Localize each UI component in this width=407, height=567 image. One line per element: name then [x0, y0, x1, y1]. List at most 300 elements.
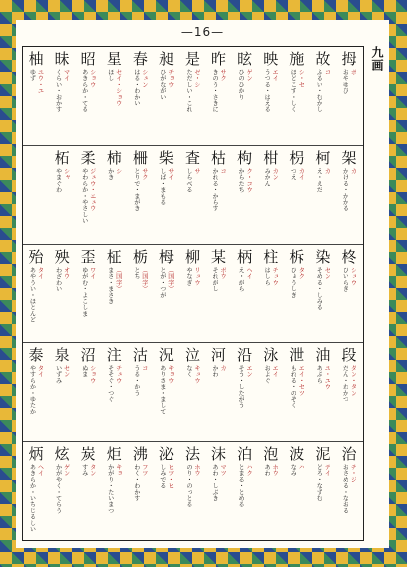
kanji-entry	[336, 47, 362, 145]
kanji-readings	[286, 267, 308, 340]
on-reading: ダン・タン	[349, 365, 357, 397]
kun-reading: あきらか・いちじるしい	[28, 463, 36, 532]
kanji-readings	[234, 69, 256, 143]
kun-reading: そそぐ・つぐ	[106, 365, 114, 403]
kanji-character: 某	[211, 247, 227, 266]
on-reading: ホウ	[271, 463, 279, 476]
kanji-readings	[338, 69, 360, 143]
kanji-readings	[103, 267, 125, 340]
kanji-readings	[286, 168, 308, 241]
kanji-entry	[336, 245, 362, 342]
kanji-character: 沼	[80, 346, 96, 365]
on-reading: シュン	[140, 69, 148, 88]
kun-reading: あわ	[263, 463, 271, 476]
kanji-readings	[25, 365, 47, 438]
kun-reading: ひがながい	[158, 69, 166, 100]
kun-reading: それがし	[211, 266, 219, 292]
kanji-character: 炫	[54, 444, 70, 463]
kun-reading: とまる・とめる	[237, 463, 245, 507]
kun-reading: ひのひかり	[237, 69, 245, 100]
kun-reading: やなぎ	[184, 266, 192, 286]
kanji-readings	[181, 168, 203, 241]
on-reading: タン	[88, 463, 96, 476]
kanji-entry	[258, 343, 284, 440]
kanji-entry	[206, 146, 232, 243]
kanji-entry	[153, 245, 179, 342]
kanji-entry	[284, 245, 310, 342]
kanji-readings	[286, 69, 308, 143]
kanji-character: 炬	[106, 444, 122, 463]
on-reading: カ	[323, 168, 331, 175]
kanji-entry	[75, 47, 101, 145]
kanji-row	[23, 145, 363, 243]
kanji-readings	[25, 69, 47, 143]
on-reading: マツ	[219, 463, 227, 476]
kun-reading: ほし	[106, 69, 114, 82]
kanji-entry	[49, 47, 75, 145]
kanji-entry	[310, 47, 336, 145]
kanji-character: 昡	[237, 50, 253, 68]
kanji-character: 泌	[158, 444, 174, 463]
kanji-character: 泳	[263, 346, 279, 365]
on-reading: ク・コウ	[245, 168, 253, 194]
on-reading: （国字）	[166, 266, 174, 292]
kanji-readings	[260, 464, 282, 537]
kanji-row	[23, 47, 363, 145]
on-reading: ゲン	[245, 69, 253, 82]
kanji-character: 昨	[211, 50, 227, 68]
kanji-entry	[232, 245, 258, 342]
kanji-character: 殃	[54, 247, 70, 266]
kun-reading: しらべる	[184, 168, 192, 194]
kanji-character: 泄	[289, 346, 305, 365]
on-reading: ユウ・ユ	[36, 69, 44, 94]
kanji-readings	[208, 267, 230, 340]
on-reading: シ	[114, 168, 122, 175]
kun-reading: あやうい・ほとんど	[28, 266, 36, 323]
kun-reading: あきらか・てる	[80, 69, 88, 113]
kanji-readings	[129, 267, 151, 340]
kanji-entry	[127, 146, 153, 243]
kanji-entry	[336, 442, 362, 539]
stroke-count-heading: 九画	[370, 46, 384, 72]
on-reading: ヘイ	[245, 266, 253, 280]
kun-reading: つえ	[289, 168, 297, 181]
kanji-character: 法	[184, 444, 200, 463]
kanji-entry	[310, 146, 336, 243]
on-reading: コ	[323, 69, 331, 76]
kanji-readings	[181, 69, 203, 143]
kanji-readings	[77, 365, 99, 438]
kun-reading: そう・したがう	[237, 365, 245, 409]
kanji-entry	[153, 146, 179, 243]
kun-reading: かがやく・てらう	[54, 463, 62, 514]
kanji-character: 柚	[28, 50, 44, 68]
kun-reading: とりで・まがき	[132, 168, 140, 212]
kanji-entry	[101, 245, 127, 342]
kanji-character: 波	[289, 444, 305, 463]
kanji-character: 沽	[132, 346, 148, 365]
kun-reading: どろ・なずむ	[315, 463, 323, 501]
kanji-readings	[77, 464, 99, 537]
kanji-character: 柊	[341, 247, 357, 266]
kanji-readings	[77, 267, 99, 340]
on-reading: ゲン	[62, 463, 70, 476]
kanji-readings	[260, 365, 282, 438]
kanji-entry	[258, 442, 284, 539]
kanji-readings	[77, 168, 99, 241]
kanji-character: 沸	[132, 444, 148, 463]
kanji-readings	[129, 168, 151, 241]
kanji-readings	[338, 267, 360, 340]
on-reading: チョウ	[166, 69, 174, 88]
kanji-entry	[179, 146, 205, 243]
kanji-readings	[312, 267, 334, 340]
on-reading: コ	[140, 365, 148, 372]
kanji-entry	[232, 343, 258, 440]
on-reading: キョウ	[166, 365, 174, 384]
kanji-readings	[103, 365, 125, 438]
kun-reading: およぐ	[263, 365, 271, 384]
kanji-character: 枸	[237, 149, 253, 168]
kanji-readings	[338, 168, 360, 241]
kanji-entry	[23, 343, 49, 440]
on-reading: チュウ	[271, 266, 279, 286]
kun-reading: ぬま	[80, 365, 88, 378]
kun-reading: あぶら	[315, 365, 323, 384]
kanji-entry	[127, 47, 153, 145]
kanji-entry	[101, 442, 127, 539]
kanji-character: 昶	[158, 50, 174, 68]
kanji-entry	[49, 343, 75, 440]
kanji-readings	[208, 69, 230, 143]
on-reading: オウ	[62, 266, 70, 280]
on-reading: セン	[323, 266, 331, 280]
kanji-entry	[336, 343, 362, 440]
kanji-character: 春	[132, 50, 148, 68]
kanji-readings	[103, 464, 125, 537]
kanji-character: 柘	[54, 149, 70, 168]
kanji-character: 柿	[106, 149, 122, 168]
kun-reading: なみ	[289, 463, 297, 476]
kanji-character: 枯	[211, 149, 227, 168]
kun-reading: はしら	[263, 266, 271, 286]
kanji-entry	[23, 442, 49, 539]
kanji-character: 柳	[184, 247, 200, 266]
kun-reading: のり・のっとる	[184, 463, 192, 507]
on-reading: エイ	[271, 365, 279, 378]
kanji-readings	[155, 365, 177, 438]
on-reading: ユ・ユウ	[323, 365, 331, 390]
kanji-entry	[284, 343, 310, 440]
kanji-entry	[101, 146, 127, 243]
kanji-readings	[103, 69, 125, 143]
kanji-character: 施	[289, 50, 305, 68]
kanji-entry	[179, 343, 205, 440]
on-reading: ジュウ・ニュウ	[88, 168, 96, 212]
kanji-entry	[232, 442, 258, 539]
kun-reading: そめる・しみる	[315, 266, 323, 311]
kanji-character: 星	[106, 50, 122, 68]
kanji-entry	[336, 146, 362, 243]
page-number: —16—	[180, 25, 225, 39]
kanji-entry	[127, 245, 153, 342]
on-reading: サイ	[166, 168, 174, 181]
kanji-readings	[155, 464, 177, 537]
kanji-readings	[260, 267, 282, 340]
kanji-entry	[75, 245, 101, 342]
kanji-character: 柾	[106, 247, 122, 266]
kanji-entry	[179, 47, 205, 145]
kanji-entry	[23, 245, 49, 342]
kanji-character: 段	[341, 346, 357, 365]
kun-reading: ゆがむ・よこしま	[80, 266, 88, 317]
on-reading: シ・セ	[297, 69, 305, 88]
on-reading: （国字）	[140, 266, 148, 292]
on-reading: エイ・セツ	[297, 365, 305, 397]
kanji-entry	[101, 47, 127, 145]
kanji-readings	[51, 168, 73, 241]
on-reading: コ	[219, 168, 227, 175]
kanji-row	[23, 244, 363, 342]
kanji-readings	[129, 464, 151, 537]
kun-reading: いずみ	[54, 365, 62, 384]
kanji-readings	[25, 464, 47, 537]
kanji-entry	[127, 343, 153, 440]
on-reading: サク	[219, 69, 227, 82]
kanji-entry	[75, 442, 101, 539]
kanji-entry	[258, 47, 284, 145]
kun-reading: とが・つが	[158, 266, 166, 298]
kanji-readings	[286, 365, 308, 438]
on-reading: フツ	[140, 463, 148, 476]
kanji-character: 栃	[132, 247, 148, 266]
kanji-readings	[234, 464, 256, 537]
kun-reading: きのう・さきに	[211, 69, 219, 113]
kanji-readings	[155, 69, 177, 143]
kanji-readings	[234, 365, 256, 438]
kanji-readings	[155, 267, 177, 340]
kanji-entry	[75, 146, 101, 243]
kanji-entry	[310, 245, 336, 342]
kanji-grid	[22, 46, 364, 541]
kun-reading: なく	[184, 365, 192, 378]
kun-reading: え・がら	[237, 266, 245, 292]
kanji-character: 査	[184, 149, 200, 168]
kun-reading: おやゆび	[341, 69, 349, 94]
kanji-readings	[208, 464, 230, 537]
kanji-readings	[25, 267, 47, 340]
kun-reading: かれる・からす	[211, 168, 219, 212]
on-reading: チ・ジ	[349, 463, 357, 483]
kanji-entry	[284, 146, 310, 243]
kanji-entry	[284, 442, 310, 539]
kanji-readings	[338, 464, 360, 537]
kanji-character: 殆	[28, 247, 44, 266]
kun-reading: すみ	[80, 463, 88, 476]
kanji-readings	[181, 267, 203, 340]
kanji-character: 是	[184, 50, 200, 68]
kun-reading: はる・わかい	[132, 69, 140, 107]
kanji-character: 架	[341, 149, 357, 168]
kanji-entry	[179, 245, 205, 342]
kanji-character: 泊	[237, 444, 253, 463]
kun-reading: かわ	[211, 365, 219, 378]
kanji-character: 映	[263, 50, 279, 68]
kanji-character: 治	[341, 444, 357, 463]
on-reading: サク	[140, 168, 148, 181]
kanji-character: 故	[315, 50, 331, 68]
on-reading: マイ	[62, 69, 70, 82]
kanji-entry	[206, 442, 232, 539]
kanji-character: 柝	[289, 247, 305, 266]
on-reading: エン	[245, 365, 253, 378]
on-reading: チュウ	[114, 365, 122, 384]
on-reading: （国字）	[114, 266, 122, 292]
kanji-entry	[258, 146, 284, 243]
kanji-character: 油	[315, 346, 331, 365]
dictionary-page	[16, 20, 389, 548]
kun-reading: うつる・はえる	[263, 69, 271, 113]
kun-reading: みかん	[263, 168, 271, 187]
on-reading: キョ	[114, 463, 122, 476]
kanji-entry	[49, 245, 75, 342]
kanji-character: 泡	[263, 444, 279, 463]
kanji-entry	[153, 343, 179, 440]
kanji-entry	[49, 442, 75, 539]
kanji-readings	[234, 168, 256, 241]
kanji-entry	[206, 47, 232, 145]
on-reading: ハク	[245, 463, 253, 476]
kun-reading: ありさま・まして	[158, 365, 166, 415]
kanji-readings	[51, 267, 73, 340]
kanji-readings	[77, 69, 99, 143]
kun-reading: ふるい・むかし	[315, 69, 323, 113]
kanji-character: 枴	[289, 149, 305, 168]
kanji-entry	[206, 245, 232, 342]
kun-reading: まさ・まさき	[106, 266, 114, 304]
kanji-readings	[234, 267, 256, 340]
on-reading: ゼ・シ	[192, 69, 200, 88]
on-reading: シュウ	[349, 266, 357, 286]
kanji-readings	[51, 69, 73, 143]
on-reading: デイ	[323, 463, 331, 476]
kun-reading: しば・まもる	[158, 168, 166, 206]
kun-reading: わざわい	[54, 266, 62, 292]
kanji-readings	[260, 168, 282, 241]
on-reading: カイ	[297, 168, 305, 181]
on-reading: シャ	[62, 168, 70, 181]
kanji-entry	[75, 343, 101, 440]
kanji-character: 柱	[263, 247, 279, 266]
kanji-entry	[153, 47, 179, 145]
kanji-readings	[312, 168, 334, 241]
on-reading: ショウ	[88, 365, 96, 384]
on-reading: タイ	[36, 266, 44, 280]
kanji-readings	[103, 168, 125, 241]
on-reading: セイ・ショウ	[114, 69, 122, 107]
kanji-entry	[101, 343, 127, 440]
kanji-character: 河	[211, 346, 227, 365]
kanji-character: 炭	[80, 444, 96, 463]
kun-reading: からたち	[237, 168, 245, 194]
kanji-readings	[260, 69, 282, 143]
on-reading: カン	[271, 168, 279, 181]
kanji-readings	[129, 365, 151, 438]
on-reading: キュウ	[192, 365, 200, 384]
kanji-character: 泥	[315, 444, 331, 463]
kun-reading: やわらか・やさしい	[80, 168, 88, 225]
kanji-readings	[129, 69, 151, 143]
kun-reading: うる・かう	[132, 365, 140, 397]
kanji-entry	[310, 442, 336, 539]
kun-reading: もれる・のぞく	[289, 365, 297, 409]
kanji-readings	[312, 365, 334, 438]
kanji-readings	[181, 464, 203, 537]
kanji-character: 拇	[341, 50, 357, 68]
kanji-entry	[179, 442, 205, 539]
kun-reading: くらい・おかす	[54, 69, 62, 113]
on-reading: ボ	[349, 69, 357, 76]
kanji-readings	[51, 365, 73, 438]
kun-reading: かき	[106, 168, 114, 181]
on-reading: カ	[219, 365, 227, 372]
on-reading: エイ	[271, 69, 279, 82]
on-reading: サ	[192, 168, 200, 175]
kanji-character: 況	[158, 346, 174, 365]
kanji-character: 柯	[315, 149, 331, 168]
on-reading: タイ	[36, 365, 44, 378]
kanji-readings	[208, 168, 230, 241]
kanji-character: 泰	[28, 346, 44, 365]
on-reading: リュウ	[192, 266, 200, 286]
kun-reading: しみでる	[158, 463, 166, 489]
kanji-character: 泉	[54, 346, 70, 365]
kun-reading: だん・わかつ	[341, 365, 349, 403]
on-reading: タク	[297, 266, 305, 280]
on-reading: セン	[62, 365, 70, 378]
kun-reading: やまぐわ	[54, 168, 62, 194]
on-reading: ヒツ・ヒ	[166, 463, 174, 489]
kanji-character: 沿	[237, 346, 253, 365]
on-reading: ショウ	[88, 69, 96, 88]
kun-reading: かがり・たいまつ	[106, 463, 114, 514]
kanji-entry	[49, 146, 75, 243]
kun-reading: ただしい・これ	[184, 69, 192, 113]
kun-reading: ひょうしぎ	[289, 266, 297, 298]
kanji-entry	[206, 343, 232, 440]
kanji-readings	[208, 365, 230, 438]
kanji-readings	[312, 69, 334, 143]
on-reading: ワイ	[88, 266, 96, 280]
kanji-character: 昧	[54, 50, 70, 68]
kanji-readings	[155, 168, 177, 241]
kanji-character: 注	[106, 346, 122, 365]
kanji-entry	[23, 47, 49, 145]
kun-reading: ゆず	[28, 69, 36, 82]
kanji-character: 沫	[211, 444, 227, 463]
kanji-entry	[284, 47, 310, 145]
kun-reading: おさめる・なおる	[341, 463, 349, 514]
kanji-character: 柵	[132, 149, 148, 168]
kun-reading: わく・わかす	[132, 463, 140, 501]
kun-reading: え・えだ	[315, 168, 323, 194]
kanji-entry	[153, 442, 179, 539]
kanji-readings	[51, 464, 73, 537]
kun-reading: とち	[132, 266, 140, 280]
kanji-character: 柴	[158, 149, 174, 168]
kun-reading: かける・かかる	[341, 168, 349, 212]
